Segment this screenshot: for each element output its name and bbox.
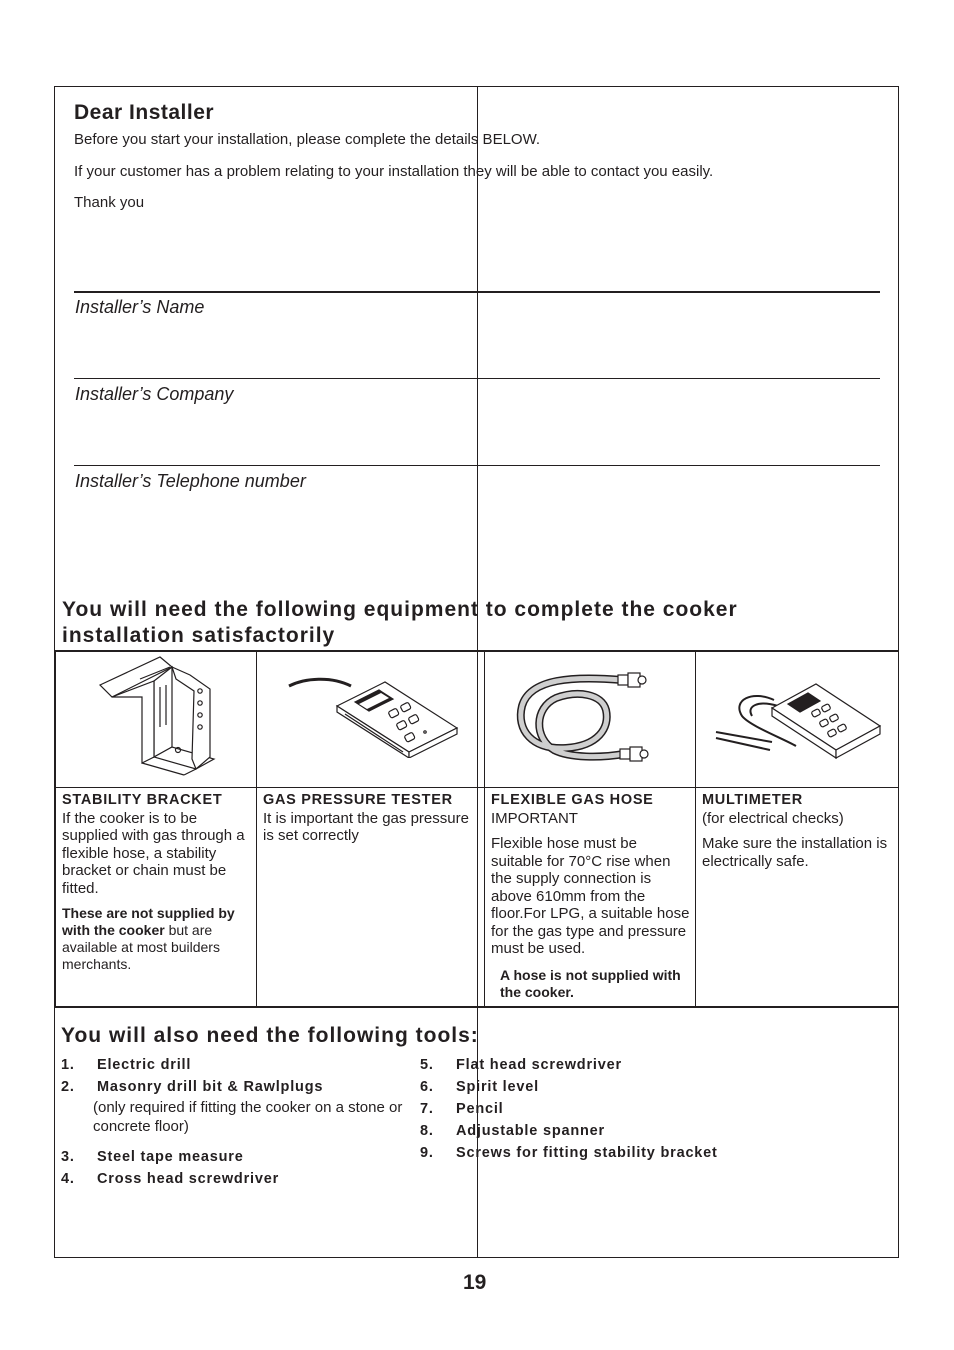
table-border-left (55, 650, 56, 1008)
equipment-description: Make sure the installation is electrically safe. (702, 835, 888, 870)
tool-label: Spirit level (456, 1079, 539, 1095)
table-col-divider-2 (484, 650, 485, 1008)
table-col-divider-3 (695, 650, 696, 1008)
tool-item (420, 1123, 605, 1139)
installer-intro-line-2: If your customer has a problem relating to your installation they will be able to contact you easily. (74, 163, 714, 180)
tool-item (420, 1057, 622, 1073)
tool-number: 2. (61, 1079, 75, 1095)
tool-number: 8. (420, 1123, 434, 1139)
equipment-subtitle: (for electrical checks) (702, 809, 844, 827)
tool-number: 4. (61, 1171, 75, 1187)
divider-telephone (74, 465, 880, 466)
tool-label: Steel tape measure (97, 1149, 244, 1165)
installer-company-label: Installer’s Company (75, 384, 234, 404)
equipment-heading: You will need the following equipment to complete the cooker installation satisfactorily (62, 598, 738, 647)
tool-item (61, 1079, 323, 1095)
equipment-subtitle: IMPORTANT (491, 809, 578, 827)
tool-number: 5. (420, 1057, 434, 1073)
gas-pressure-tester-icon (285, 668, 460, 758)
note-bold: These are not supplied by with the cooker (62, 905, 235, 938)
installer-heading: Dear Installer (74, 101, 215, 124)
tool-label: Masonry drill bit & Rawlplugs (97, 1079, 324, 1095)
tool-label: Electric drill (97, 1057, 192, 1073)
tool-label: Adjustable spanner (456, 1123, 605, 1139)
installer-intro-line-3: Thank you (74, 194, 145, 211)
multimeter-icon (712, 680, 884, 770)
tool-number: 9. (420, 1145, 434, 1161)
flexible-gas-hose-icon (514, 668, 654, 768)
equipment-title: FLEXIBLE GAS HOSE (491, 792, 654, 808)
tool-number: 7. (420, 1101, 434, 1117)
table-border-right (898, 650, 899, 1008)
installer-telephone-label: Installer’s Telephone number (75, 471, 306, 491)
equipment-description: It is important the gas pressure is set correctly (263, 809, 469, 844)
tool-number: 3. (61, 1149, 75, 1165)
tool-subnote: (only required if fitting the cooker on a stone or concrete floor) (93, 1099, 403, 1135)
divider-name (74, 291, 880, 293)
page-number: 19 (463, 1271, 487, 1294)
tool-item (420, 1079, 539, 1095)
equipment-multimeter (702, 791, 892, 870)
tool-label: Flat head screwdriver (456, 1057, 622, 1073)
tool-item (61, 1057, 191, 1073)
note-rest: but are available at most builders merchants. (62, 922, 220, 972)
equipment-description: If the cooker is to be supplied with gas through a flexible hose, a stability bracket or chain must be fitted. (62, 809, 245, 897)
tool-item (420, 1145, 718, 1161)
table-row-divider (55, 787, 899, 788)
equipment-description: Flexible hose must be suitable for 70°C rise when the supply connection is above 610mm from the floor.For LPG, a suitable hose for the gas type and pressure must be used. (491, 835, 690, 957)
tool-item (420, 1101, 504, 1117)
equipment-stability-bracket (62, 791, 252, 973)
stability-bracket-icon (96, 655, 220, 780)
tool-number: 6. (420, 1079, 434, 1095)
installer-intro-line-1: Before you start your installation, please complete the details BELOW. (74, 131, 541, 148)
tool-label: Screws for fitting stability bracket (456, 1145, 718, 1161)
tool-label: Cross head screwdriver (97, 1171, 280, 1187)
equipment-flexible-gas-hose (491, 791, 691, 1001)
equipment-note (62, 905, 252, 973)
tool-item (61, 1149, 244, 1165)
equipment-gas-pressure-tester (263, 791, 473, 845)
tool-label: Pencil (456, 1101, 504, 1117)
divider-company (74, 378, 880, 379)
tool-number: 1. (61, 1057, 75, 1073)
tools-heading: You will also need the following tools: (61, 1024, 479, 1047)
equipment-title: GAS PRESSURE TESTER (263, 792, 453, 808)
installer-name-label: Installer’s Name (75, 297, 205, 317)
tool-item (61, 1171, 279, 1187)
equipment-title: MULTIMETER (702, 792, 803, 808)
equipment-title: STABILITY BRACKET (62, 792, 223, 808)
table-col-divider-1 (256, 650, 257, 1008)
equipment-note: A hose is not supplied with the cooker. (500, 966, 681, 1000)
